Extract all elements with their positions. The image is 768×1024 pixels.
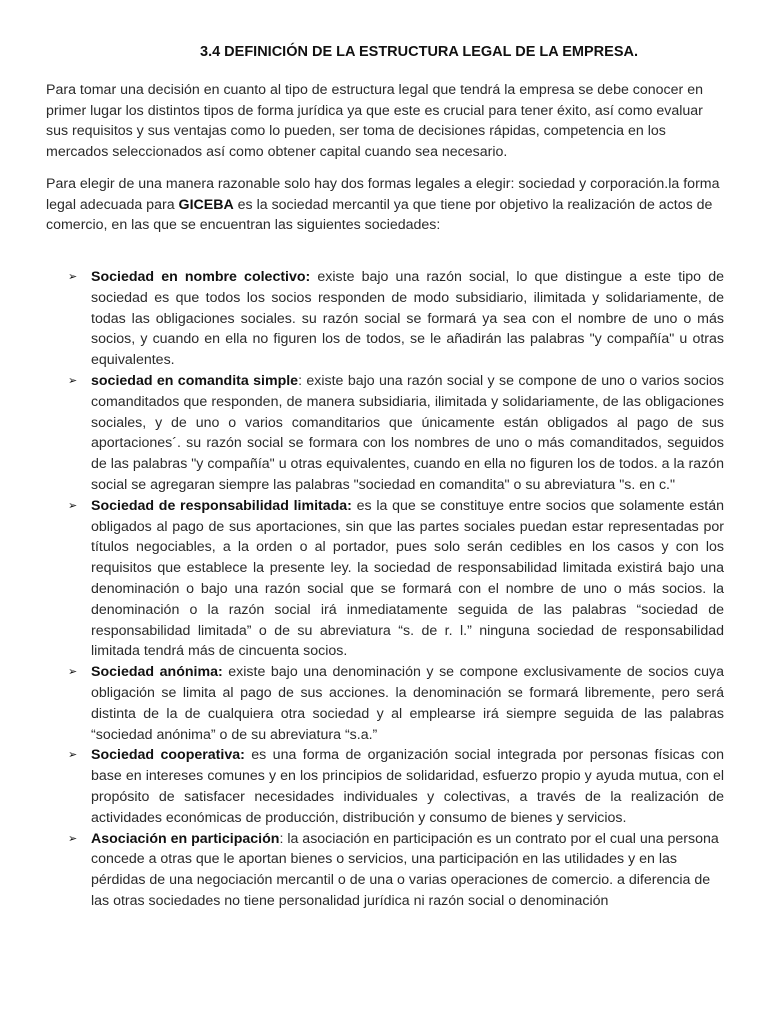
arrowhead-bullet-icon: ➢ [68,374,78,387]
item-term: Asociación en participación [91,830,280,847]
list-item-sociedad-cooperativa [68,745,724,828]
item-term: Sociedad en nombre colectivo: [91,269,311,285]
intro-paragraph: Para tomar una decisión en cuanto al tipo de estructura legal que tendrá la empresa se debe conocer en primer lugar los distintos tipos de forma jurídica ya que este es crucial para tener éxito, así como evaluar sus requisitos y sus ventajas como lo pueden, ser toma de decisiones rápidas, competencia en los mercados seleccionados así como obtener capital cuando sea necesario. [46,82,703,160]
company-name: GICEBA [178,196,234,213]
item-term: Sociedad de responsabilidad limitada: [91,497,352,514]
item-text: : la asociación en participación es un contrato por el cual una persona concede a otras que le aportan bienes o servicios, una participación en las utilidades y en las pérdidas de una negociación mercantil o de una o varias operaciones de comercio. a diferencia de las otras sociedades no tiene personalidad jurídica ni razón social o denominación [91,830,719,909]
arrowhead-bullet-icon: ➢ [68,499,78,512]
item-text: es la que se constituye entre socios que solamente están obligados al pago de sus aportaciones, sin que las partes sociales puedan estar representadas por títulos negociables, a la orden o al portador, pues solo serán cedibles en los casos y con los requisitos que establece la presente ley. la sociedad de responsabilidad limitada existirá bajo una denominación o bajo una razón social que se formará con el nombre de uno o más socios. la denominación o la razón social irá inmediatamente seguida de las palabras “sociedad de responsabilidad limitada” o de su abreviatura “s. de r. l.” ninguna sociedad de responsabilidad limitada tendrá más de cincuenta socios. [91,497,724,660]
arrowhead-bullet-icon: ➢ [68,271,78,283]
list-item-comandita-simple [68,371,724,496]
item-text: es una forma de organización social integrada por personas físicas con base en intereses comunes y en los principios de solidaridad, esfuerzo propio y ayuda mutua, con el propósito de satisfacer necesidades individuales y colectivas, a través de la realización de actividades económicas de producción, distribución y consumo de bienes y servicios. [91,747,724,826]
item-text: existe bajo una denominación y se compone exclusivamente de socios cuya obligación se limita al pago de sus acciones. la denominación se formará libremente, pero será distinta de la de cualquiera otra sociedad y al emplearse irá siempre seguida de las palabras “sociedad anónima” o de su abreviatura “s.a.” [91,664,724,743]
item-text: existe bajo una razón social, lo que distingue a este tipo de sociedad es que todos los socios responden de modo subsidiario, ilimitada y solidariamente, de todas las obligaciones sociales. su razón social se formará ya sea con el nombre de uno o más socios, y cuando en ella no figuren los de todos, se le añadirán las palabras "y compañía" u otras equivalentes. [91,269,724,369]
item-term: Sociedad anónima: [91,664,223,681]
list-item-nombre-colectivo [68,267,724,371]
society-types-list [68,267,724,912]
item-text: : existe bajo una razón social y se compone de uno o varios socios comanditados que responden, de manera subsidiaria, ilimitada y solidariamente, de las obligaciones sociales, y de uno o varios comanditarios que únicamente están obligados al pago de sus aportaciones´. su razón social se formara con los nombres de uno o más comanditados, seguidos de las palabras "y compañía" u otras equivalentes, cuando en ella no figuren los de todos. a la razón social se agregaran siempre las palabras "sociedad en comandita" o su abreviatura "s. en c." [91,372,724,493]
arrowhead-bullet-icon: ➢ [68,666,78,679]
arrowhead-bullet-icon: ➢ [68,749,78,762]
legal-form-text-start: Para elegir de una manera razonable solo hay dos formas legales a elegir: sociedad y corporación.la forma legal adecuada para [46,176,720,213]
arrowhead-bullet-icon: ➢ [68,832,78,845]
legal-form-text-end: es la sociedad mercantil ya que tiene por objetivo la realización de actos de comercio, en las que se encuentran las siguientes sociedades: [46,196,713,233]
legal-form-paragraph [46,174,722,236]
section-title: 3.4 DEFINICIÓN DE LA ESTRUCTURA LEGAL DE LA EMPRESA. [200,44,638,60]
item-term: sociedad en comandita simple [91,372,299,389]
item-term: Sociedad cooperativa: [91,747,245,764]
list-item-asociacion-participacion [68,829,724,912]
list-item-sociedad-anonima [68,662,724,745]
list-item-responsabilidad-limitada [68,496,724,662]
